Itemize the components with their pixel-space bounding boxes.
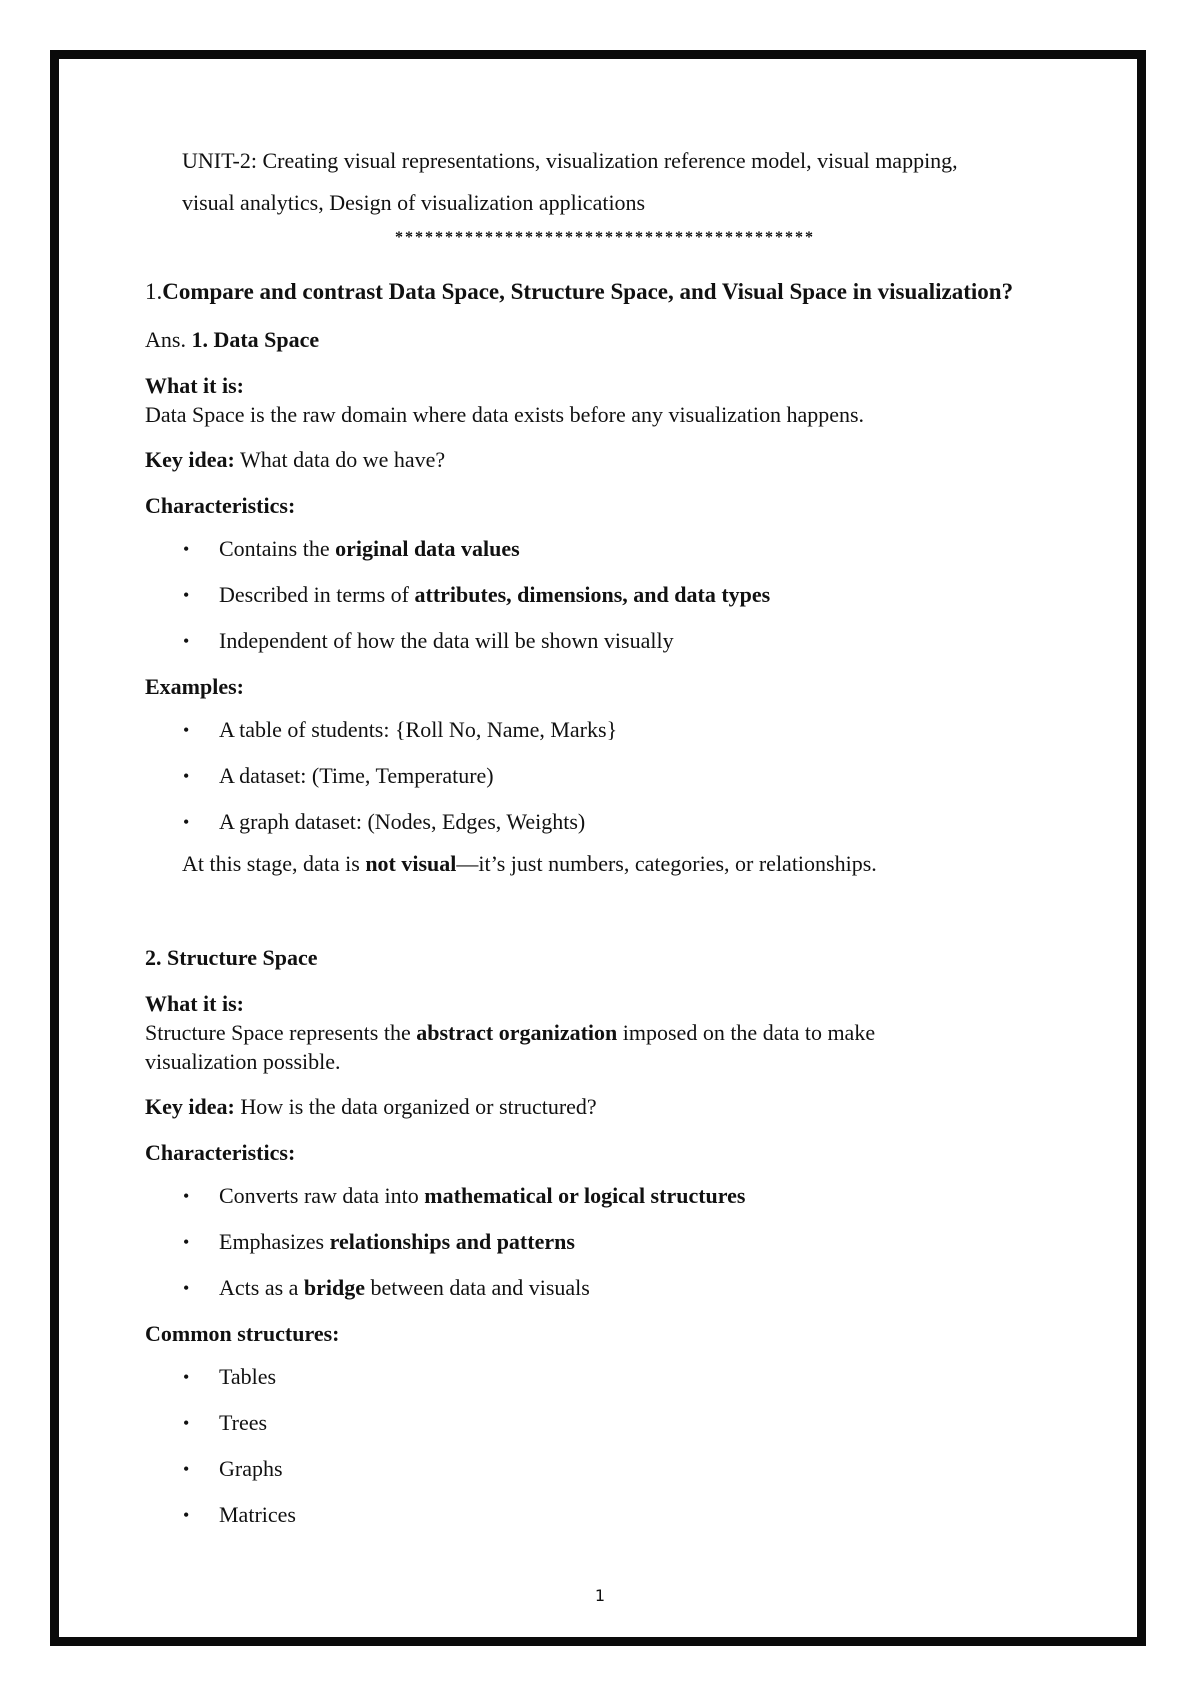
unit-heading-line-1: UNIT-2: Creating visual representations, visualization reference model, visual mapping, bbox=[182, 148, 958, 173]
item-text: A table of students: {Roll No, Name, Marks} bbox=[219, 717, 618, 742]
item-bold-text: relationships and patterns bbox=[329, 1229, 575, 1254]
bullet-icon: • bbox=[183, 1413, 190, 1433]
question-text: Compare and contrast Data Space, Structure Space, and Visual Space in visualization? bbox=[162, 279, 1014, 304]
list-item bbox=[145, 1228, 1065, 1256]
list-item bbox=[145, 1409, 1065, 1437]
question-number: 1. bbox=[145, 279, 163, 304]
section-1-note bbox=[182, 850, 1065, 878]
star-divider: ****************************************** bbox=[395, 229, 815, 246]
section-1-characteristics-list bbox=[145, 535, 1065, 655]
note-text: At this stage, data is bbox=[182, 851, 366, 876]
key-idea-text: How is the data organized or structured? bbox=[240, 1094, 597, 1119]
section-2 bbox=[145, 944, 1065, 1529]
section-2-what-text bbox=[145, 1018, 1065, 1047]
bullet-icon: • bbox=[183, 1278, 190, 1298]
list-item bbox=[145, 1363, 1065, 1391]
item-text: Described in terms of bbox=[219, 582, 415, 607]
list-item bbox=[145, 535, 1065, 563]
item-bold-text: attributes, dimensions, and data types bbox=[414, 582, 771, 607]
section-1-examples-label: Examples: bbox=[145, 674, 244, 699]
section-2-title: 2. Structure Space bbox=[145, 945, 318, 970]
section-2-characteristics-list bbox=[145, 1182, 1065, 1302]
page-number: 1 bbox=[594, 1586, 606, 1605]
list-item bbox=[145, 1274, 1065, 1302]
key-idea-label: Key idea: bbox=[145, 1094, 235, 1119]
item-bold-text: mathematical or logical structures bbox=[424, 1183, 746, 1208]
list-item bbox=[145, 808, 1065, 836]
note-bold-text: not visual bbox=[365, 851, 457, 876]
unit-heading-line-2: visual analytics, Design of visualization applications bbox=[182, 190, 646, 215]
bullet-icon: • bbox=[183, 1459, 190, 1479]
list-item bbox=[145, 1501, 1065, 1529]
section-1-examples-list bbox=[145, 716, 1065, 836]
answer-line bbox=[145, 326, 1065, 354]
item-text: Acts as a bbox=[219, 1275, 304, 1300]
bullet-icon: • bbox=[183, 812, 190, 832]
item-text: Independent of how the data will be shown visually bbox=[219, 628, 674, 653]
bullet-icon: • bbox=[183, 585, 190, 605]
key-idea-label: Key idea: bbox=[145, 447, 235, 472]
section-2-structures-label: Common structures: bbox=[145, 1321, 340, 1346]
item-bold-text: original data values bbox=[335, 536, 520, 561]
list-item bbox=[145, 1182, 1065, 1210]
item-bold-text: bridge bbox=[303, 1275, 366, 1300]
section-1-what-label: What it is: bbox=[145, 373, 244, 398]
list-item bbox=[145, 762, 1065, 790]
section-2-what-label: What it is: bbox=[145, 991, 244, 1016]
list-item bbox=[145, 627, 1065, 655]
item-text: Tables bbox=[219, 1364, 277, 1389]
bullet-icon: • bbox=[183, 1186, 190, 1206]
list-item bbox=[145, 1455, 1065, 1483]
question-1 bbox=[145, 278, 1065, 306]
bullet-icon: • bbox=[183, 631, 190, 651]
bullet-icon: • bbox=[183, 1232, 190, 1252]
section-1-key-idea bbox=[145, 446, 1065, 474]
note-text-tail: —it’s just numbers, categories, or relationships. bbox=[456, 851, 877, 876]
bullet-icon: • bbox=[183, 766, 190, 786]
list-item bbox=[145, 716, 1065, 744]
item-text: A graph dataset: (Nodes, Edges, Weights) bbox=[219, 809, 586, 834]
section-2-characteristics-label: Characteristics: bbox=[145, 1140, 296, 1165]
section-1-what-text: Data Space is the raw domain where data exists before any visualization happens. bbox=[145, 402, 865, 427]
section-2-key-idea bbox=[145, 1093, 1065, 1121]
section-2-what-text-line-2: visualization possible. bbox=[145, 1049, 341, 1074]
document-body bbox=[145, 140, 1065, 1529]
item-text: Contains the bbox=[219, 536, 336, 561]
item-text: Graphs bbox=[219, 1456, 283, 1481]
what-text: Structure Space represents the bbox=[145, 1020, 417, 1045]
section-1-characteristics-label: Characteristics: bbox=[145, 493, 296, 518]
bullet-icon: • bbox=[183, 720, 190, 740]
what-bold-text: abstract organization bbox=[416, 1020, 618, 1045]
bullet-icon: • bbox=[183, 1505, 190, 1525]
item-text: Emphasizes bbox=[219, 1229, 330, 1254]
item-text: Trees bbox=[219, 1410, 268, 1435]
item-text: Matrices bbox=[219, 1502, 296, 1527]
ans-prefix: Ans. bbox=[145, 327, 186, 352]
bullet-icon: • bbox=[183, 1367, 190, 1387]
list-item bbox=[145, 581, 1065, 609]
key-idea-text: What data do we have? bbox=[239, 447, 446, 472]
section-1-title: 1. Data Space bbox=[191, 327, 320, 352]
item-text: Converts raw data into bbox=[219, 1183, 425, 1208]
bullet-icon: • bbox=[183, 539, 190, 559]
item-text: A dataset: (Time, Temperature) bbox=[219, 763, 494, 788]
section-2-structures-list bbox=[145, 1363, 1065, 1529]
what-text-tail: imposed on the data to make bbox=[617, 1020, 876, 1045]
item-text-tail: between data and visuals bbox=[365, 1275, 590, 1300]
